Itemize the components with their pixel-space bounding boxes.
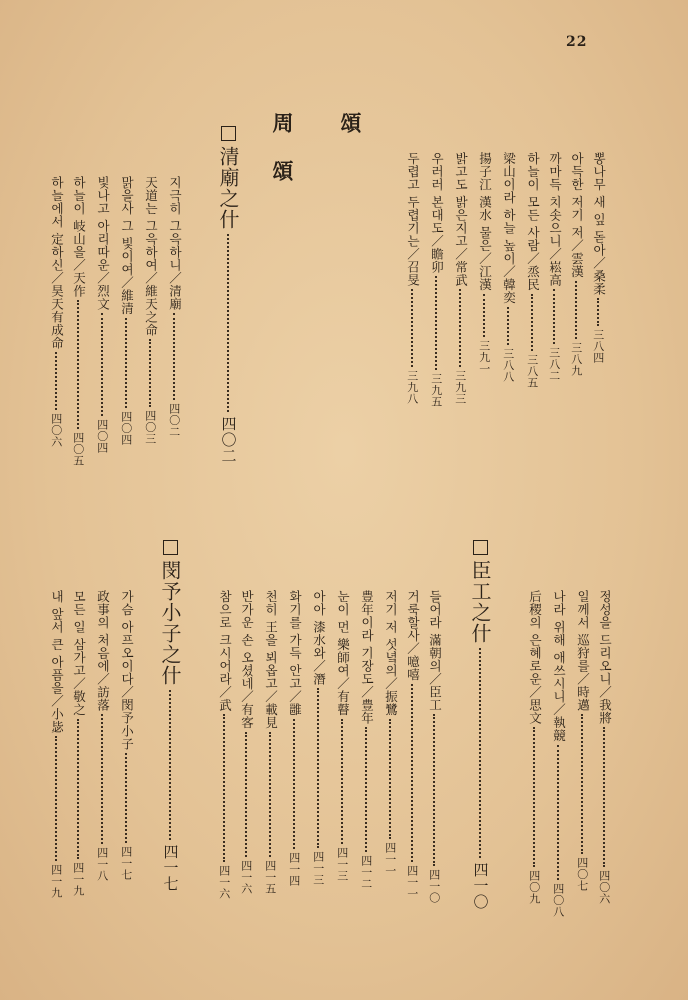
- list-item: 거룩할사／噫嘻 四一一: [405, 590, 421, 900]
- list-item: 반가운 손 오셨네／有客 四一六: [239, 590, 255, 895]
- list-item: 참으로 크시어라／武 四一六: [217, 590, 233, 900]
- heading-sub2: 頌: [270, 160, 295, 183]
- list-item: 政事의 처음에／訪落 四一八: [95, 590, 111, 882]
- list-item: 天道는 그윽하여／維天之命 四〇三: [143, 176, 159, 445]
- list-item: 천히 王을 뵈옵고／載見 四一五: [263, 590, 279, 895]
- box-marker-icon: [473, 540, 488, 555]
- list-item: 까마득 치솟으니／崧高 三八二: [547, 152, 563, 382]
- list-item: 나라 위해 애쓰시니／執競 四〇八: [551, 590, 567, 918]
- list-item: 揚子江 漢水 물은／江漢 三九一: [477, 152, 493, 375]
- box-marker-icon: [163, 540, 178, 555]
- list-item: 하늘이 岐山을／天作 四〇五: [71, 176, 87, 467]
- list-item: 가슴 아프오이다／閔予小子 四一七: [119, 590, 135, 881]
- heading-sub1: 周: [270, 112, 295, 135]
- list-item: 두렵고 두렵기는／召旻 三九八: [405, 152, 421, 405]
- list-item: 들어라 滿朝의／臣工 四一〇: [427, 590, 443, 904]
- list-item: 뽕나무 새 잎 돋아／桑柔 三八四: [591, 152, 607, 364]
- list-item: 하늘이 모든 사람／烝民 三八五: [525, 152, 541, 389]
- list-item: 내 앞서 큰 아픔을／小毖 四一九: [49, 590, 65, 899]
- list-item: 하늘에서 定하신／昊天有成命 四〇六: [49, 176, 65, 448]
- list-item: 저기 저 섯녘의／振鷺 四一一: [383, 590, 399, 877]
- list-item: 정성을 드리오니／我將 四〇六: [597, 590, 613, 905]
- list-item: 아득한 저기 저／雲漢 三八九: [569, 152, 585, 377]
- list-item: 后稷의 은혜로운／思文 四〇九: [527, 590, 543, 905]
- list-item: 맑을사 그 빛이여／維清 四〇四: [119, 176, 135, 446]
- list-item: 화기를 가득 안고／雝 四一四: [287, 590, 303, 887]
- list-item: 일께서 巡狩를／時邁 四〇七: [575, 590, 591, 892]
- list-item: 아아 漆水와／潛 四一三: [311, 590, 327, 886]
- list-item: 빛나고 아리따운／烈文 四〇四: [95, 176, 111, 454]
- list-item: 모든 일 삼가고／敬之 四一九: [71, 590, 87, 897]
- list-item: 눈이 먼 樂師여／有瞽 四一三: [335, 590, 351, 882]
- list-item: 梁山이라 하늘 높이／韓奕 三八八: [501, 152, 517, 383]
- box-marker-icon: [221, 126, 236, 141]
- page-number: 22: [566, 34, 588, 50]
- section-title-qingmiao: 清廟之什 四〇二: [218, 126, 238, 464]
- section-title-minyu: 閔予小子之什 四一七: [160, 540, 180, 892]
- list-item: 지극히 그윽하니／清廟 四〇二: [167, 176, 183, 438]
- list-item: 우러러 본대도／瞻卯 三九五: [429, 152, 445, 408]
- section-title-chengong: 臣工之什 四一〇: [470, 540, 490, 910]
- list-item: 밝고도 밝은지고／常武 三九三: [453, 152, 469, 405]
- list-item: 豊年이라 기장도／豊年 四一二: [359, 590, 375, 890]
- heading-main: 頌: [338, 112, 363, 135]
